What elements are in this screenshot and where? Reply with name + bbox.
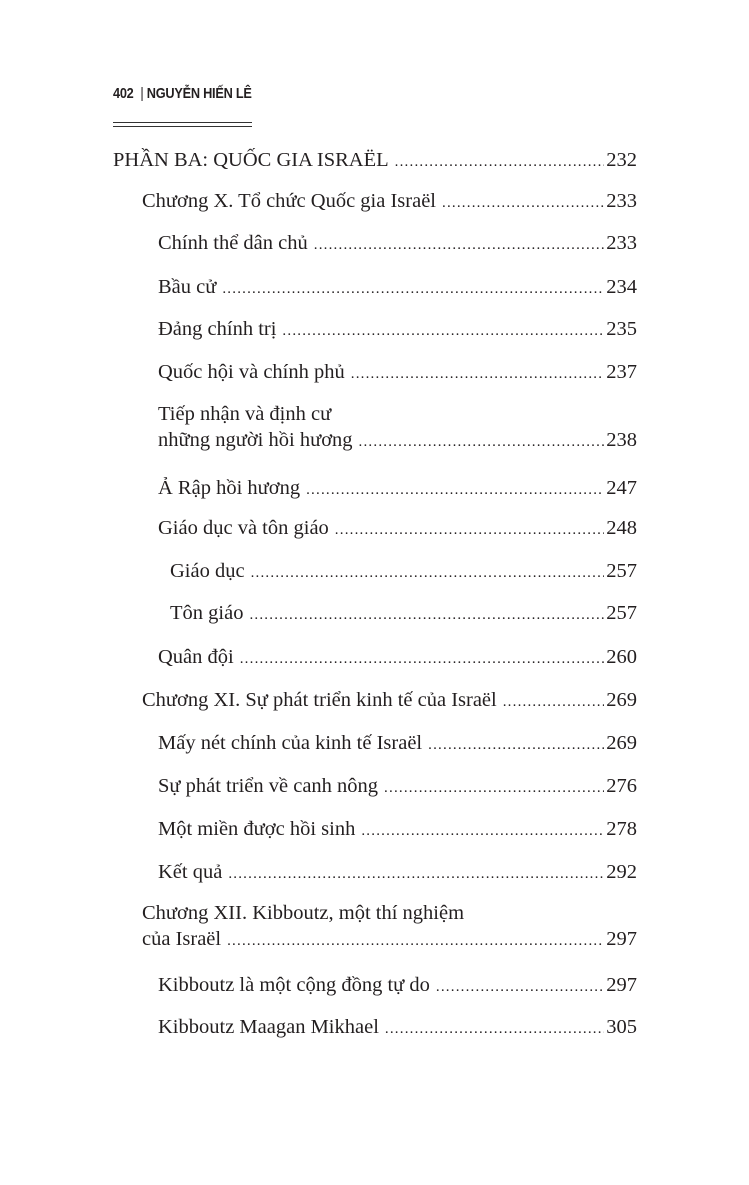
- toc-entry-line: [142, 900, 637, 926]
- dot-leader: [249, 602, 604, 628]
- toc-entry-page: 297: [606, 928, 637, 950]
- toc-entry-line: [142, 926, 637, 954]
- toc-entry-page: 278: [606, 818, 637, 840]
- toc-entry-page: 305: [606, 1016, 637, 1038]
- toc-entry: [170, 600, 637, 628]
- toc-entry-page: 233: [606, 190, 637, 212]
- toc-entry-title: Chính thể dân chủ: [158, 232, 308, 254]
- dot-leader: [395, 149, 605, 175]
- dot-leader: [314, 232, 605, 258]
- toc-entry-title: Mấy nét chính của kinh tế Israël: [158, 732, 423, 754]
- toc-entry-title: Bầu cử: [158, 276, 217, 298]
- toc-entry-line: [113, 147, 637, 175]
- header-separator: |: [140, 85, 144, 102]
- toc-entry: [158, 1014, 637, 1042]
- toc-entry-page: 297: [606, 974, 637, 996]
- toc-entry-page: 234: [606, 276, 637, 298]
- toc-entry-title: Chương XII. Kibboutz, một thí nghiệm: [142, 902, 465, 924]
- dot-leader: [436, 974, 604, 1000]
- toc-entry-title: Ả Rập hồi hương: [158, 477, 301, 499]
- dot-leader: [503, 689, 605, 715]
- toc-entry-page: 237: [606, 361, 637, 383]
- toc-entry-line: [158, 427, 637, 455]
- toc-entry-line: [158, 274, 637, 302]
- toc-entry: [142, 900, 637, 954]
- toc-entry: [158, 274, 637, 302]
- dot-leader: [359, 429, 605, 455]
- toc-entry-page: 292: [606, 861, 637, 883]
- toc-entry-line: [170, 600, 637, 628]
- dot-leader: [442, 190, 604, 216]
- toc-entry: [158, 972, 637, 1000]
- toc-entry-title: Kibboutz Maagan Mikhael: [158, 1016, 379, 1038]
- toc-entry: [158, 816, 637, 844]
- dot-leader: [306, 477, 604, 503]
- dot-leader: [361, 818, 604, 844]
- toc-entry-title: Quân đội: [158, 646, 234, 668]
- dot-leader: [351, 361, 605, 387]
- toc-entry: [158, 316, 637, 344]
- dot-leader: [384, 775, 604, 801]
- dot-leader: [240, 646, 605, 672]
- toc-entry-title: Quốc hội và chính phủ: [158, 361, 345, 383]
- toc-entry-line: [158, 1014, 637, 1042]
- dot-leader: [385, 1016, 604, 1042]
- toc-entry: [158, 401, 637, 455]
- header-author: NGUYỄN HIẾN LÊ: [146, 85, 252, 102]
- toc-entry-title: Tôn giáo: [170, 602, 244, 624]
- toc-entry-title: Sự phát triển về canh nông: [158, 775, 379, 797]
- toc-entry: [158, 475, 637, 503]
- toc-entry-page: 276: [606, 775, 637, 797]
- toc-entry: [170, 558, 637, 586]
- toc-entry-line: [158, 730, 637, 758]
- toc-entry: [158, 644, 637, 672]
- toc-entry-line: [142, 188, 637, 216]
- toc-entry-line: [158, 316, 637, 344]
- toc-entry: [158, 859, 637, 887]
- dot-leader: [335, 517, 604, 543]
- dot-leader: [282, 318, 604, 344]
- toc-entry-page: 247: [606, 477, 637, 499]
- toc-entry-page: 235: [606, 318, 637, 340]
- toc-entry-line: [158, 475, 637, 503]
- toc-entry: [158, 730, 637, 758]
- toc-entry-line: [158, 816, 637, 844]
- header-rule-top: [113, 122, 252, 123]
- toc-entry-page: 257: [606, 560, 637, 582]
- toc-entry-title: Một miền được hồi sinh: [158, 818, 356, 840]
- toc-entry: [142, 687, 637, 715]
- toc-entry-page: 257: [606, 602, 637, 624]
- toc-entry-title: Chương XI. Sự phát triển kinh tế của Israël: [142, 689, 497, 711]
- toc-entry-title: Giáo dục và tôn giáo: [158, 517, 329, 539]
- toc-entry-title: những người hồi hương: [158, 429, 353, 451]
- toc-entry: [142, 188, 637, 216]
- dot-leader: [251, 560, 605, 586]
- toc-entry-line: [158, 359, 637, 387]
- toc-entry: [113, 147, 637, 175]
- toc-entry-title: Đảng chính trị: [158, 318, 277, 340]
- running-header: [113, 85, 252, 102]
- toc-entry-page: 232: [606, 149, 637, 171]
- header-rule-bottom: [113, 126, 252, 127]
- toc-entry-page: 248: [606, 517, 637, 539]
- dot-leader: [228, 861, 604, 887]
- toc-entry-line: [158, 515, 637, 543]
- toc-entry-page: 269: [606, 732, 637, 754]
- toc-entry-title: Kibboutz là một cộng đồng tự do: [158, 974, 430, 996]
- toc-entry-line: [158, 401, 637, 427]
- toc-entry: [158, 515, 637, 543]
- toc-entry-title: Giáo dục: [170, 560, 245, 582]
- toc-entry-line: [170, 558, 637, 586]
- toc-entry-title: PHẦN BA: QUỐC GIA ISRAËL: [113, 149, 389, 171]
- toc-entry-page: 233: [606, 232, 637, 254]
- dot-leader: [428, 732, 604, 758]
- dot-leader: [222, 276, 604, 302]
- header-page-number: 402: [113, 85, 134, 102]
- toc-entry-line: [158, 230, 637, 258]
- toc-entry: [158, 773, 637, 801]
- toc-entry-title: Kết quả: [158, 861, 223, 883]
- toc-entry-page: 238: [606, 429, 637, 451]
- toc-entry: [158, 359, 637, 387]
- toc-entry-line: [158, 773, 637, 801]
- toc-entry-line: [158, 972, 637, 1000]
- toc-entry-line: [158, 859, 637, 887]
- toc-entry-title: Chương X. Tổ chức Quốc gia Israël: [142, 190, 436, 212]
- toc-entry-line: [142, 687, 637, 715]
- toc-entry: [158, 230, 637, 258]
- toc-entry-line: [158, 644, 637, 672]
- dot-leader: [227, 928, 604, 954]
- toc-entry-page: 260: [606, 646, 637, 668]
- toc-entry-title: của Israël: [142, 928, 222, 950]
- toc-entry-page: 269: [606, 689, 637, 711]
- toc-entry-title: Tiếp nhận và định cư: [158, 403, 332, 425]
